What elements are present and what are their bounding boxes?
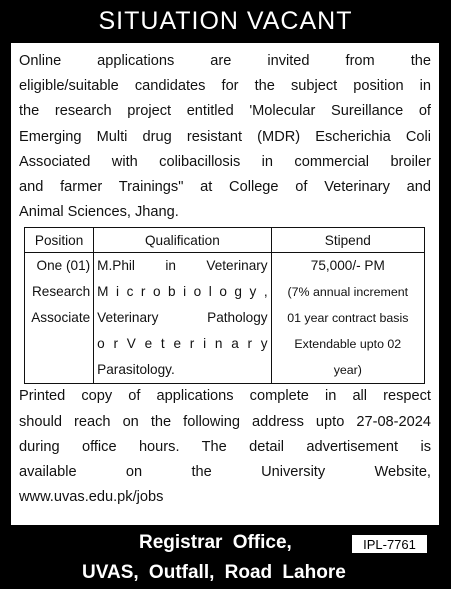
- intro-line: Online applications are invited from the: [19, 53, 431, 69]
- table-row: [25, 253, 425, 384]
- page-title: SITUATION VACANT: [0, 0, 451, 43]
- intro-line: eligible/suitable candidates for the subject position in: [19, 78, 431, 95]
- table-header-row: [25, 228, 425, 253]
- jobs-url: www.uvas.edu.pk/jobs: [19, 489, 164, 506]
- header-qualification: Qualification: [94, 228, 271, 253]
- closing-line: Printed copy of applications complete in all respect: [19, 388, 431, 405]
- ipl-reference-badge: IPL-7761: [351, 534, 428, 554]
- stipend-line: year): [333, 363, 362, 378]
- qualification-line: o r V e t e r i n a r y: [97, 336, 268, 352]
- qualification-line: M.Phil in Veterinary: [97, 258, 268, 274]
- qualification-cell: [94, 253, 271, 384]
- intro-paragraph: [19, 49, 431, 225]
- stipend-line: 01 year contract basis: [287, 311, 409, 326]
- position-cell: [25, 253, 94, 384]
- position-line: Associate: [31, 310, 91, 326]
- stipend-line: (7% annual increment: [287, 285, 409, 300]
- qualification-line: Parasitology.: [97, 362, 175, 378]
- closing-line: should reach on the following address upto 27-08-2024: [19, 413, 431, 430]
- intro-line: and farmer Trainings" at College of Veterinary and: [19, 179, 431, 196]
- intro-line: Animal Sciences, Jhang.: [19, 204, 179, 221]
- intro-line: Emerging Multi drug resistant (MDR) Escherichia Coli: [19, 128, 431, 145]
- advertisement-body: [11, 43, 439, 525]
- closing-line: available on the University Website,: [19, 464, 431, 481]
- qualification-line: M i c r o b i o l o g y ,: [97, 284, 268, 300]
- position-line: One (01): [36, 258, 91, 274]
- header-position: Position: [25, 228, 94, 253]
- position-table: [24, 227, 425, 384]
- qualification-line: Veterinary Pathology: [97, 310, 268, 326]
- registrar-office-label: Registrar Office,: [139, 532, 292, 553]
- intro-line: the research project entitled 'Molecular Sureillance of: [19, 103, 431, 120]
- header-stipend: Stipend: [271, 228, 424, 253]
- stipend-line: 75,000/- PM: [310, 258, 385, 274]
- stipend-line: Extendable upto 02: [294, 337, 402, 352]
- office-address: UVAS, Outfall, Road Lahore: [82, 562, 346, 583]
- stipend-cell: [271, 253, 424, 384]
- closing-paragraph: [19, 384, 431, 510]
- intro-line: Associated with colibacillosis in commercial broiler: [19, 153, 431, 170]
- closing-line: during office hours. The detail advertisement is: [19, 438, 431, 455]
- position-line: Research: [31, 284, 91, 300]
